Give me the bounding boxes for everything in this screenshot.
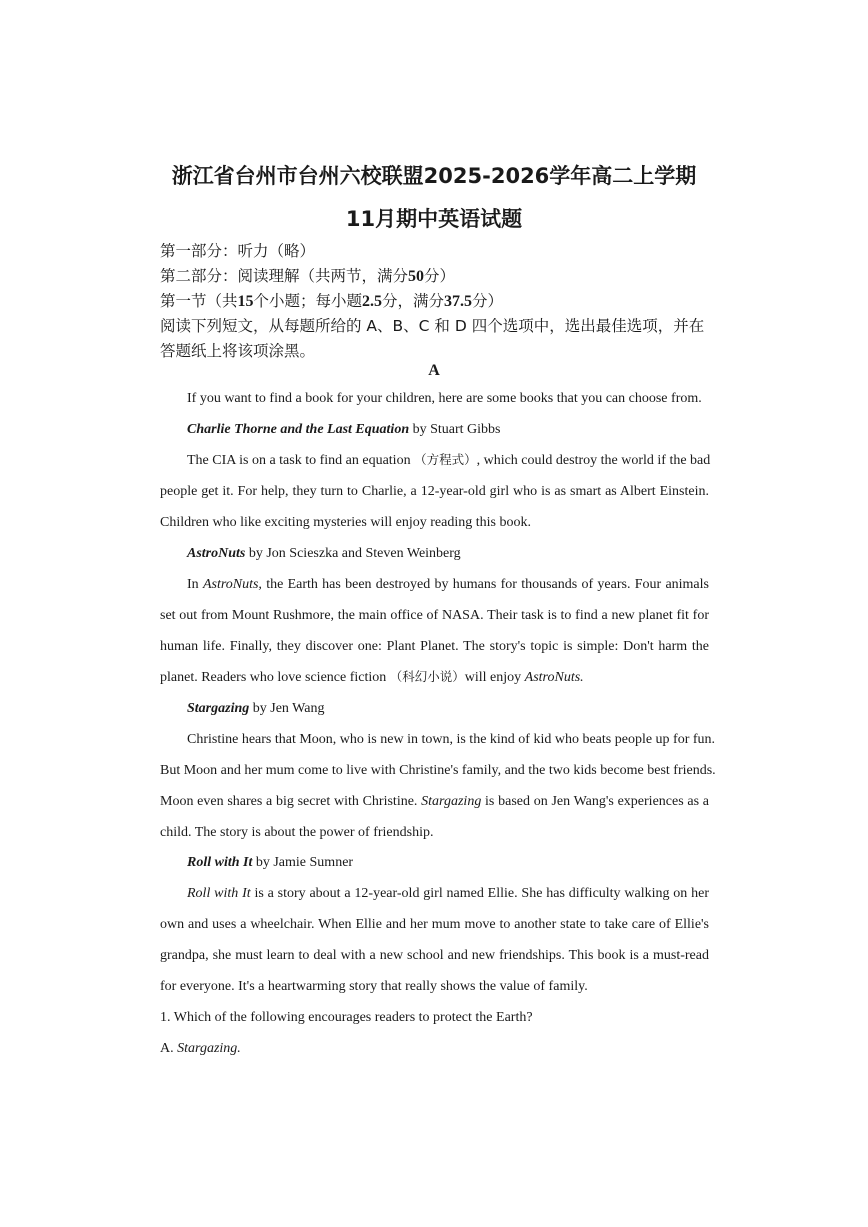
- option-a: A. Stargazing.: [160, 1041, 241, 1056]
- paragraph-line: grandpa, she must learn to deal with a new school and new friendships. This book is a must-read: [160, 948, 709, 963]
- page-title: 浙江省台州市台州六校联盟2025-2026学年高二上学期: [171, 164, 697, 188]
- instructions-line2: 答题纸上将该项涂黑。: [160, 342, 316, 360]
- passage-intro: If you want to find a book for your children, here are some books that you can choose from.: [187, 391, 702, 406]
- paragraph-line: human life. Finally, they discover one: Plant Planet. The story's topic is simple: Don't harm the: [160, 639, 709, 654]
- part2-heading: 第二部分：阅读理解（共两节，满分50分）: [160, 267, 456, 285]
- paragraph-line: But Moon and her mum come to live with Christine's family, and the two kids become best friends.: [160, 763, 716, 778]
- book-heading: Roll with It by Jamie Sumner: [187, 855, 354, 870]
- book-heading: AstroNuts by Jon Scieszka and Steven Weinberg: [187, 546, 461, 561]
- paragraph-line: set out from Mount Rushmore, the main office of NASA. Their task is to find a new planet fit for: [160, 608, 709, 623]
- page-subtitle: 11月期中英语试题: [345, 207, 523, 231]
- paragraph-line: planet. Readers who love science fiction （科幻小说）will enjoy AstroNuts.: [160, 669, 584, 685]
- paragraph-line: Roll with It is a story about a 12-year-old girl named Ellie. She has difficulty walking on her: [187, 886, 709, 901]
- paragraph-line: Christine hears that Moon, who is new in town, is the kind of kid who beats people up for fun.: [187, 732, 716, 747]
- paragraph-line: for everyone. It's a heartwarming story that really shows the value of family.: [160, 979, 588, 994]
- question-stem: 1. Which of the following encourages readers to protect the Earth?: [160, 1010, 533, 1025]
- book-title: Charlie Thorne and the Last Equation: [187, 422, 410, 437]
- section1-heading: 第一节（共15个小题；每小题2.5分，满分37.5分）: [160, 292, 504, 310]
- book-title: Stargazing: [187, 701, 250, 716]
- passage-letter: A: [428, 362, 440, 379]
- instructions-line1: 阅读下列短文，从每题所给的 A、B、C 和 D 四个选项中，选出最佳选项，并在: [160, 317, 705, 335]
- paragraph-line: Children who like exciting mysteries will enjoy reading this book.: [160, 515, 531, 530]
- paragraph-line: child. The story is about the power of friendship.: [160, 825, 434, 840]
- book-heading: Charlie Thorne and the Last Equation by Stuart Gibbs: [187, 422, 501, 437]
- paragraph-line: own and uses a wheelchair. When Ellie and her mum move to another state to take care of Ellie's: [160, 917, 709, 932]
- paragraph-line: The CIA is on a task to find an equation （方程式）, which could destroy the world if the bad: [187, 452, 711, 468]
- paragraph-line: In AstroNuts, the Earth has been destroyed by humans for thousands of years. Four animals: [187, 577, 709, 592]
- paragraph-line: people get it. For help, they turn to Charlie, a 12-year-old girl who is as smart as Albert Einstein.: [160, 484, 709, 499]
- book-title: AstroNuts: [187, 546, 246, 561]
- paragraph-line: Moon even shares a big secret with Christine. Stargazing is based on Jen Wang's experiences as a: [160, 794, 709, 809]
- book-heading: Stargazing by Jen Wang: [187, 701, 325, 716]
- part1-heading: 第一部分：听力（略）: [160, 242, 316, 260]
- book-title: Roll with It: [187, 855, 253, 870]
